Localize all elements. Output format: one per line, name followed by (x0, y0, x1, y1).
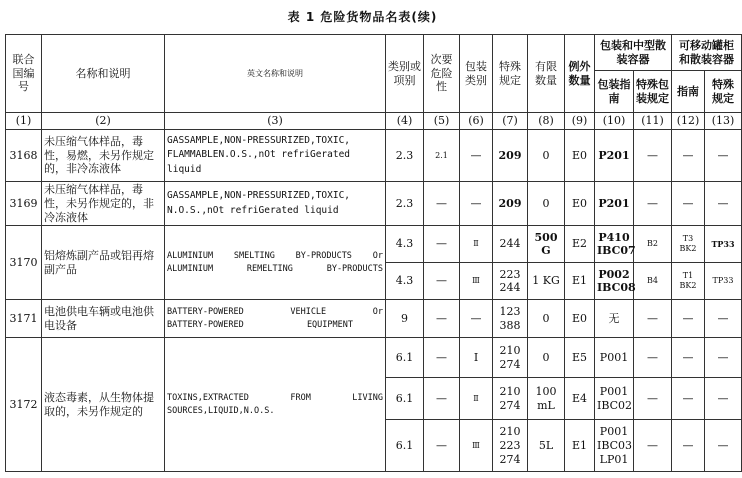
col-number: (6) (460, 113, 493, 130)
un-number: 3171 (6, 300, 42, 338)
col-number: (13) (705, 113, 742, 130)
tank-instruction: — (672, 338, 705, 378)
chinese-name: 未压缩气体样品，毒性，易燃，未另作规定的，非冷冻液体 (42, 130, 165, 182)
limited-quantity: 0 (528, 338, 565, 378)
header-portable-tank: 可移动罐柜和散装容器 (672, 35, 742, 71)
packing-instruction: P001 IBC02 (595, 378, 634, 420)
class: 4.3 (386, 226, 424, 263)
special-packing: — (634, 130, 672, 182)
subsidiary-risk: — (424, 226, 460, 263)
special-packing: — (634, 338, 672, 378)
excepted-quantity: E4 (565, 378, 595, 420)
english-name: TOXINS,EXTRACTED FROM LIVING SOURCES,LIQUID,N.O.S. (165, 338, 386, 472)
tank-special: — (705, 338, 742, 378)
special-packing: — (634, 378, 672, 420)
excepted-quantity: E0 (565, 182, 595, 226)
un-number: 3169 (6, 182, 42, 226)
chinese-name: 液态毒素，从生物体提取的，未另作规定的 (42, 338, 165, 472)
class: 6.1 (386, 338, 424, 378)
tank-instruction: T1 BK2 (672, 263, 705, 300)
subsidiary-risk: — (424, 263, 460, 300)
english-name: BATTERY-POWERED VEHICLE Or BATTERY-POWERED EQUIPMENT (165, 300, 386, 338)
excepted-quantity: E1 (565, 263, 595, 300)
tank-instruction: — (672, 300, 705, 338)
tank-instruction: — (672, 130, 705, 182)
special-packing: — (634, 182, 672, 226)
class: 2.3 (386, 130, 424, 182)
packing-instruction: P001 (595, 338, 634, 378)
table-title: 表 1 危险货物品名表(续) (287, 10, 438, 24)
class: 4.3 (386, 263, 424, 300)
tank-instruction: — (672, 378, 705, 420)
tank-instruction: — (672, 420, 705, 472)
packing-instruction: 无 (595, 300, 634, 338)
tank-special: — (705, 130, 742, 182)
special-provisions: 210 274 (493, 378, 528, 420)
header-subsidiary-risk: 次要危险性 (424, 35, 460, 113)
header-name: 名称和说明 (42, 35, 165, 113)
header-class: 类别或项别 (386, 35, 424, 113)
excepted-quantity: E0 (565, 130, 595, 182)
col-number: (2) (42, 113, 165, 130)
tank-special: — (705, 378, 742, 420)
english-name: GASSAMPLE,NON-PRESSURIZED,TOXIC, FLAMMABLEN.O.S.,nOt refriGerated liquid (165, 130, 386, 182)
special-packing: — (634, 300, 672, 338)
chinese-name: 铝熔炼副产品或铝再熔副产品 (42, 226, 165, 300)
limited-quantity: 0 (528, 300, 565, 338)
header-tank-special: 特殊规定 (705, 71, 742, 113)
class: 9 (386, 300, 424, 338)
col-number: (4) (386, 113, 424, 130)
special-provisions: 210 274 (493, 338, 528, 378)
table-row (6, 338, 742, 378)
table-row (6, 182, 742, 226)
table-row (6, 300, 742, 338)
dangerous-goods-table (5, 34, 742, 472)
header-excepted-quantity: 例外数量 (565, 35, 595, 113)
packing-group: — (460, 182, 493, 226)
header-special-provisions: 特殊规定 (493, 35, 528, 113)
col-number: (7) (493, 113, 528, 130)
special-packing: — (634, 420, 672, 472)
header-un-number: 联合国编号 (6, 35, 42, 113)
limited-quantity: 0 (528, 182, 565, 226)
class: 6.1 (386, 420, 424, 472)
header-tank-instruction: 指南 (672, 71, 705, 113)
tank-special: — (705, 420, 742, 472)
special-provisions: 209 (493, 182, 528, 226)
tank-special: TP33 (705, 226, 742, 263)
subsidiary-risk: — (424, 378, 460, 420)
limited-quantity: 100 mL (528, 378, 565, 420)
english-name: ALUMINIUM SMELTING BY-PRODUCTS Or ALUMINIUM REMELTING BY-PRODUCTS (165, 226, 386, 300)
excepted-quantity: E5 (565, 338, 595, 378)
un-number: 3170 (6, 226, 42, 300)
special-provisions: 210 223 274 (493, 420, 528, 472)
subsidiary-risk: — (424, 338, 460, 378)
tank-instruction: — (672, 182, 705, 226)
col-number: (8) (528, 113, 565, 130)
class: 6.1 (386, 378, 424, 420)
packing-instruction: P201 (595, 182, 634, 226)
packing-group: — (460, 300, 493, 338)
table-row (6, 130, 742, 182)
chinese-name: 未压缩气体样品，毒性，未另作规定的，非冷冻液体 (42, 182, 165, 226)
packing-instruction: P002 IBC08 (595, 263, 634, 300)
special-packing: B2 (634, 226, 672, 263)
subsidiary-risk: — (424, 182, 460, 226)
tank-special: — (705, 300, 742, 338)
excepted-quantity: E1 (565, 420, 595, 472)
excepted-quantity: E2 (565, 226, 595, 263)
un-number: 3168 (6, 130, 42, 182)
packing-group: Ⅰ (460, 338, 493, 378)
col-number: (5) (424, 113, 460, 130)
limited-quantity: 5L (528, 420, 565, 472)
special-provisions: 123 388 (493, 300, 528, 338)
col-number: (10) (595, 113, 634, 130)
tank-special: TP33 (705, 263, 742, 300)
packing-instruction: P001 IBC03 LP01 (595, 420, 634, 472)
special-provisions: 223 244 (493, 263, 528, 300)
special-packing: B4 (634, 263, 672, 300)
packing-group: Ⅱ (460, 226, 493, 263)
subsidiary-risk: — (424, 420, 460, 472)
table-row (6, 226, 742, 263)
header-packing-instruction: 包装指南 (595, 71, 634, 113)
header-special-packing: 特殊包装规定 (634, 71, 672, 113)
subsidiary-risk: 2.1 (424, 130, 460, 182)
tank-special: — (705, 182, 742, 226)
col-number: (9) (565, 113, 595, 130)
limited-quantity: 500 G (528, 226, 565, 263)
english-name: GASSAMPLE,NON-PRESSURIZED,TOXIC, N.O.S.,nOt refriGerated liquid (165, 182, 386, 226)
col-number: (1) (6, 113, 42, 130)
col-number: (12) (672, 113, 705, 130)
special-provisions: 244 (493, 226, 528, 263)
subsidiary-risk: — (424, 300, 460, 338)
chinese-name: 电池供电车辆或电池供电设备 (42, 300, 165, 338)
header-english-name: 英文名称和说明 (165, 35, 386, 113)
un-number: 3172 (6, 338, 42, 472)
packing-group: — (460, 130, 493, 182)
packing-group: Ⅲ (460, 420, 493, 472)
class: 2.3 (386, 182, 424, 226)
header-limited-quantity: 有限数量 (528, 35, 565, 113)
tank-instruction: T3 BK2 (672, 226, 705, 263)
col-number: (11) (634, 113, 672, 130)
col-number: (3) (165, 113, 386, 130)
header-packing-group: 包装类别 (460, 35, 493, 113)
limited-quantity: 0 (528, 130, 565, 182)
packing-instruction: P201 (595, 130, 634, 182)
packing-group: Ⅱ (460, 378, 493, 420)
packing-instruction: P410 IBC07 (595, 226, 634, 263)
special-provisions: 209 (493, 130, 528, 182)
packing-group: Ⅲ (460, 263, 493, 300)
header-packing-ibc: 包装和中型散装容器 (595, 35, 672, 71)
limited-quantity: 1 KG (528, 263, 565, 300)
excepted-quantity: E0 (565, 300, 595, 338)
